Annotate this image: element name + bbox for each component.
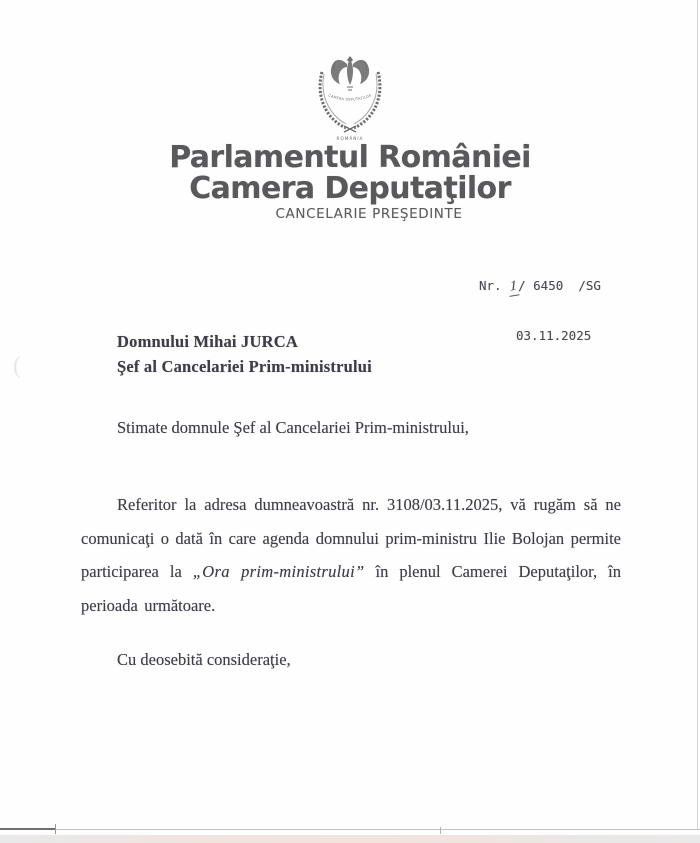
closing-line: Cu deosebită consideraţie, <box>117 650 291 669</box>
body-quoted-title: „Ora prim-ministrului” <box>192 562 365 581</box>
ref-number-suffix: / 6450 /SG <box>518 278 601 293</box>
emblem-arc-label: CAMERA DEPUTAŢILOR <box>327 93 373 102</box>
scan-bottom-line <box>0 829 700 830</box>
reference-date: 03.11.2025 <box>516 328 592 343</box>
addressee-name: Domnului Mihai JURCA <box>117 332 298 351</box>
scan-bottom-tick-left <box>55 824 56 834</box>
scan-bottom-strip <box>0 828 700 843</box>
handwritten-registration-number: 1 <box>509 278 520 297</box>
camera-deputatilor-crest-icon <box>310 50 390 142</box>
scan-bottom-tick-center <box>440 827 441 834</box>
institution-title-line2: Camera Deputaţilor <box>189 171 511 206</box>
ref-prefix: Nr. <box>479 278 510 293</box>
scan-bottom-line-dark-segment <box>0 828 56 830</box>
reference-number-block <box>479 246 601 376</box>
addressee-block <box>117 329 372 379</box>
scan-edge-line <box>697 0 698 829</box>
letter-body-paragraph <box>81 488 621 622</box>
body-text-part2: în plenul Camerei Deputaţilor, în perioada următoare. <box>81 562 621 615</box>
scan-bottom-band <box>0 835 700 843</box>
scan-artifact-mark: ( <box>13 353 21 379</box>
addressee-title: Şef al Cancelariei Prim-ministrului <box>117 357 372 376</box>
coat-of-arms-emblem <box>310 50 390 142</box>
institution-title-line1: Parlamentul României <box>169 140 531 175</box>
eagle-icon <box>331 56 369 90</box>
letterhead <box>0 142 700 222</box>
letterhead-subtitle: CANCELARIE PREŞEDINTE <box>275 206 463 222</box>
salutation-line: Stimate domnule Şef al Cancelariei Prim-ministrului, <box>117 418 469 437</box>
emblem-country-label: ROMÂNIA <box>336 136 364 141</box>
reference-number-line <box>479 278 601 296</box>
body-text-part1: Referitor la adresa dumneavoastră nr. 3108/03.11.2025, vă rugăm să ne comunicaţi o dată în care agenda domnului prim-ministru Ilie Bolojan permite participarea la <box>81 495 621 581</box>
